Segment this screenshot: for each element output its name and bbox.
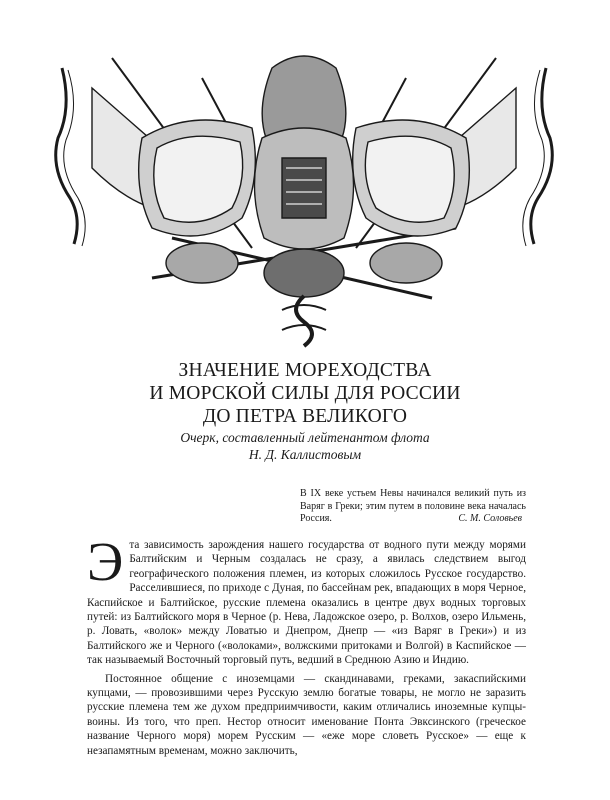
title-line-3: ДО ПЕТРА ВЕЛИКОГО [202, 406, 408, 427]
trophy-engraving-icon [52, 48, 556, 354]
epigraph-text: В IX веке устьем Невы начинался великий путь из Варяг в Греки; этим путем в половине века началась Россия. [300, 488, 526, 525]
subtitle [0, 429, 610, 463]
body-text [87, 531, 526, 758]
subtitle-line-2: Н. Д. Каллистовым [248, 447, 362, 462]
paragraph-2: Постоянное общение с иноземцами — скандинавами, греками, закаспийскими купцами, — провозившими через Русскую землю богатые товары, не могло не заразить русские племена тем же духом предприимчивости, каким отличались иноземные купцы-воины. Из того, что преп. Нестор относит именование Понта Эвксинского (греческое название Черного моря) морем Русским — «еже море словеть Русское» — еще к незапамятным временам, можно заключить, [87, 672, 526, 757]
paragraph-1-text: та зависимость зарождения нашего государства от водного пути между морями Балтийским и Черным создалась не сразу, а явилась следствием выгод географического положения племен, из которых сложилось Русское государство. Расселившиеся, по приходе с Дуная, по бассейнам рек, впадающих в моря Черное, Каспийское и Балтийское, русские племена оказались в центре двух водных торговых путей: из Балтийского моря в Черное (р. Нева, Ладожское озеро, р. Волхов, озеро Ильмень, р. Ловать, «волок» между Ловатью и Днепром, Днепр — «из Варяг в Греки») и из Балтийского же и Черного («волоками», волжскими притоками и Волгой) в Каспийское — так называемый Восточный торговый путь, ведший в Среднюю Азию и Индию. [87, 539, 526, 667]
subtitle-line-1: Очерк, составленный лейтенантом флота [180, 430, 430, 445]
title-line-2: И МОРСКОЙ СИЛЫ ДЛЯ РОССИИ [149, 383, 461, 404]
paragraph-1 [87, 531, 526, 668]
title-line-1: ЗНАЧЕНИЕ МОРЕХОДСТВА [178, 360, 432, 381]
drop-cap: Э [87, 531, 124, 592]
epigraph-author: С. М. Соловьев [458, 513, 522, 524]
page-title [0, 359, 610, 428]
